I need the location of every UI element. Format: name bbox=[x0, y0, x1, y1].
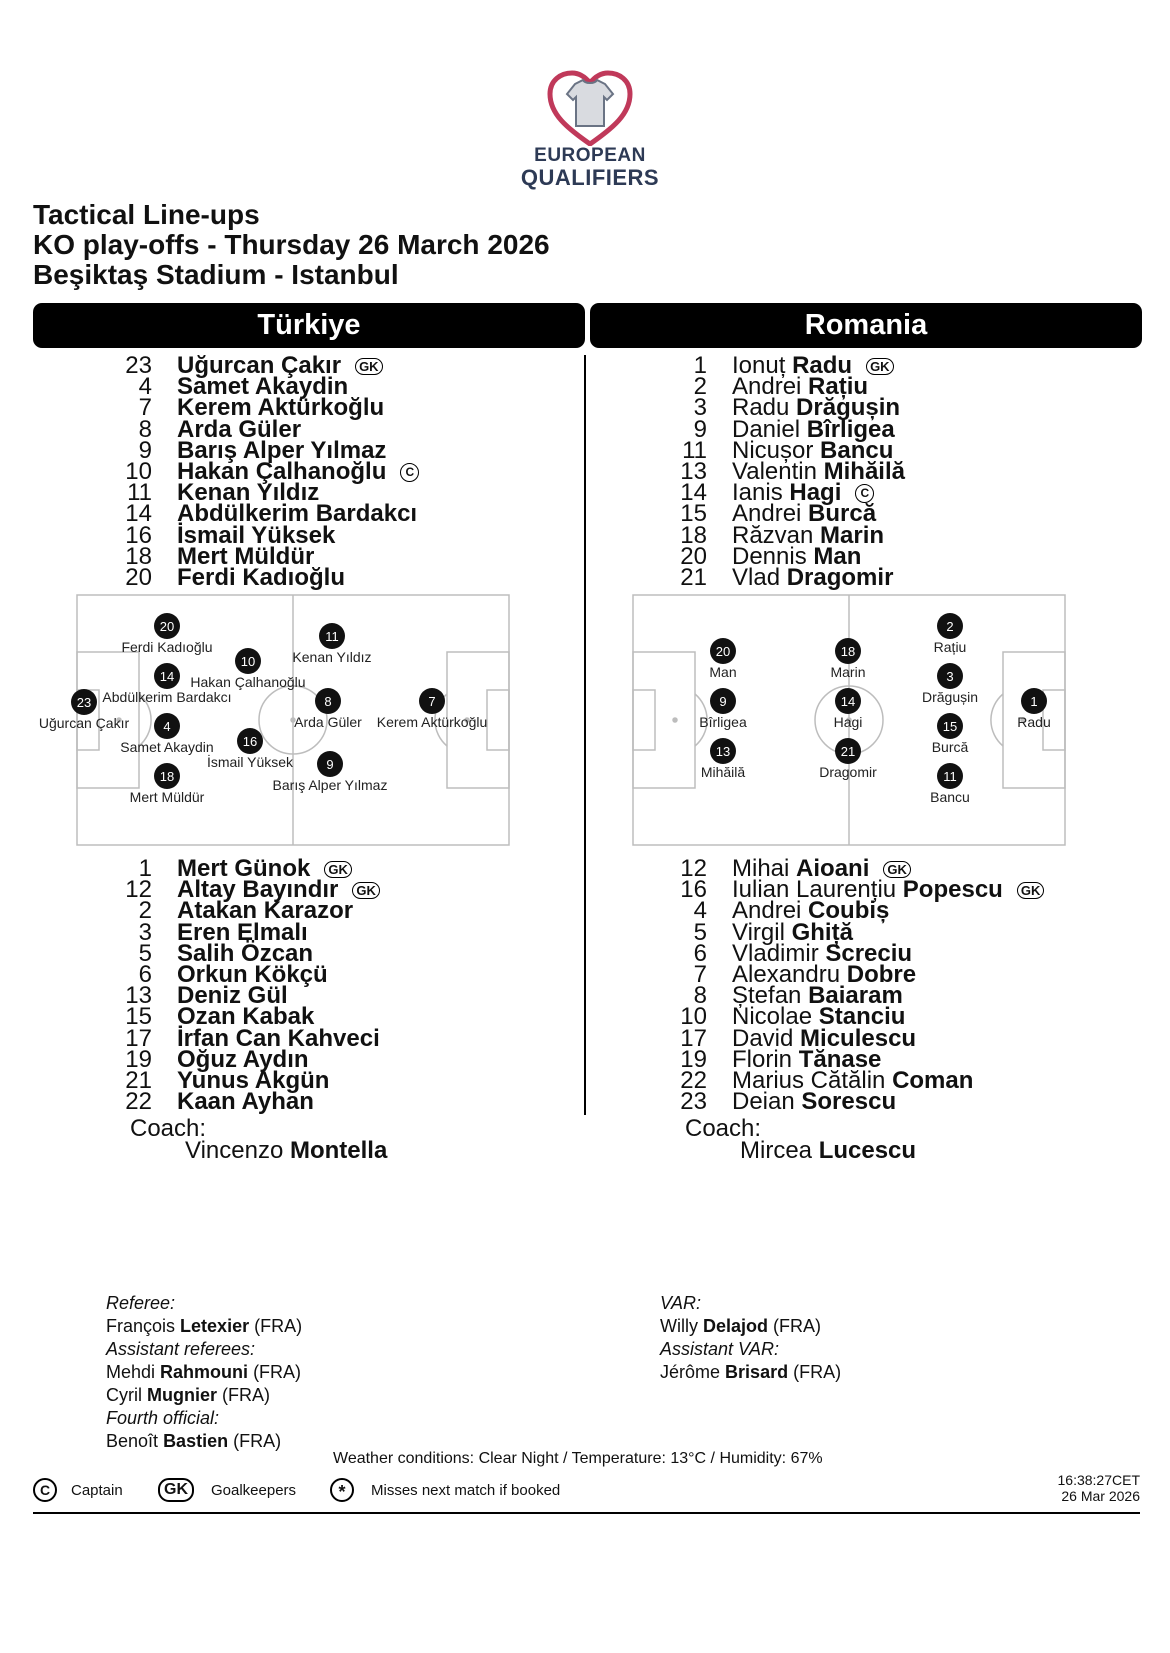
last-name: Mihăilă bbox=[823, 457, 905, 485]
marker-number: 18 bbox=[840, 644, 856, 659]
gk-legend-label: Goalkeepers bbox=[211, 1482, 297, 1499]
last-name: Atakan Karazor bbox=[177, 897, 354, 925]
first-name: Iulian Laurențiu bbox=[732, 876, 897, 904]
official-country: (FRA) bbox=[253, 1362, 302, 1382]
marker-number: 10 bbox=[240, 654, 256, 669]
official-first: Willy bbox=[660, 1316, 698, 1336]
first-name: Andrei bbox=[732, 897, 802, 925]
team-header-home: Türkiye bbox=[33, 303, 585, 348]
first-name: Radu bbox=[732, 394, 790, 422]
marker-label: Radu bbox=[1017, 714, 1051, 730]
formation-player bbox=[130, 763, 205, 805]
last-name: Ozan Kabak bbox=[177, 1003, 315, 1031]
shirt-number: 20 bbox=[680, 542, 707, 570]
shirt-number: 9 bbox=[138, 436, 152, 464]
last-name: Eren Elmalı bbox=[177, 918, 308, 946]
marker-number: 13 bbox=[715, 744, 731, 759]
last-name: Ghiță bbox=[791, 918, 853, 946]
marker-label: İsmail Yüksek bbox=[206, 754, 294, 770]
shirt-number: 7 bbox=[693, 960, 707, 988]
first-name: Vladimir bbox=[732, 939, 819, 967]
formation-player bbox=[930, 763, 970, 805]
venue: Beşiktaş Stadium - Istanbul bbox=[33, 259, 399, 290]
first-name: Deian bbox=[732, 1088, 795, 1116]
last-name: Drăgușin bbox=[796, 394, 901, 422]
official-role: Assistant referees: bbox=[106, 1339, 256, 1359]
marker-number: 7 bbox=[428, 694, 436, 709]
goalkeeper-icon: GK bbox=[866, 358, 894, 375]
first-name: Virgil bbox=[732, 918, 785, 946]
last-name: Yunus Akgün bbox=[177, 1066, 330, 1094]
shirt-number: 23 bbox=[125, 352, 152, 379]
team-header-away: Romania bbox=[590, 303, 1142, 348]
match-info: KO play-offs - Thursday 26 March 2026 bbox=[33, 229, 550, 260]
official-person bbox=[660, 1315, 841, 1338]
gk-legend-icon: GK bbox=[158, 1478, 194, 1502]
marker-number: 8 bbox=[324, 694, 332, 709]
first-name: Alexandru bbox=[732, 960, 841, 988]
last-name: Abdülkerim Bardakcı bbox=[177, 500, 418, 528]
shirt-number: 14 bbox=[680, 479, 707, 507]
last-name: Mert Müldür bbox=[177, 542, 315, 570]
last-name: Dobre bbox=[846, 960, 917, 988]
formation-player bbox=[377, 688, 488, 730]
shirt-number: 4 bbox=[693, 897, 707, 925]
shirt-number: 17 bbox=[680, 1024, 707, 1052]
shirt-number: 11 bbox=[127, 479, 152, 507]
last-name: İsmail Yüksek bbox=[177, 521, 336, 549]
shirt-heart-icon bbox=[547, 70, 633, 146]
marker-number: 18 bbox=[159, 769, 175, 784]
last-name: Screciu bbox=[825, 939, 913, 967]
first-name: Răzvan bbox=[732, 521, 814, 549]
last-name: Hakan Çalhanoğlu bbox=[177, 457, 387, 485]
european-qualifiers-logo bbox=[520, 70, 660, 189]
captain-icon: C bbox=[855, 484, 874, 503]
formation-player bbox=[120, 713, 213, 755]
formation-player bbox=[830, 638, 865, 680]
last-name: Coman bbox=[892, 1066, 974, 1094]
marker-label: Bîrligea bbox=[699, 714, 747, 730]
goalkeeper-icon: GK bbox=[883, 861, 911, 878]
home-formation-pitch bbox=[30, 590, 550, 855]
shirt-number: 8 bbox=[138, 415, 152, 443]
last-name: Hagi bbox=[789, 479, 842, 507]
bottom-rule bbox=[33, 1512, 1140, 1514]
formation-player bbox=[834, 688, 863, 730]
formation-player bbox=[121, 613, 212, 655]
last-name: Baiaram bbox=[808, 982, 903, 1010]
marker-number: 9 bbox=[326, 757, 334, 772]
shirt-number: 8 bbox=[693, 982, 707, 1010]
shirt-number: 11 bbox=[682, 436, 707, 464]
shirt-number: 12 bbox=[680, 855, 707, 882]
marker-label: Kenan Yıldız bbox=[292, 649, 372, 665]
first-name: Ștefan bbox=[732, 982, 802, 1010]
official-role: Fourth official: bbox=[106, 1408, 220, 1428]
first-name: Ianis bbox=[732, 479, 783, 507]
away-coach-label: Coach: bbox=[685, 1115, 762, 1142]
marker-label: Ferdi Kadıoğlu bbox=[121, 639, 213, 655]
marker-label: Bancu bbox=[930, 789, 970, 805]
official-last: Brisard bbox=[725, 1362, 789, 1382]
marker-label: Hagi bbox=[833, 714, 863, 730]
home-coach-last: Montella bbox=[289, 1137, 388, 1164]
goalkeeper-icon: GK bbox=[355, 358, 383, 375]
formation-player bbox=[207, 728, 294, 770]
marker-label: Abdülkerim Bardakcı bbox=[102, 689, 232, 705]
shirt-number: 1 bbox=[693, 352, 707, 379]
marker-label: Burcă bbox=[931, 739, 969, 755]
last-name: Popescu bbox=[902, 876, 1003, 904]
official-person bbox=[660, 1361, 841, 1384]
formation-player bbox=[699, 688, 747, 730]
first-name: Nicușor bbox=[732, 436, 814, 464]
marker-number: 14 bbox=[159, 669, 175, 684]
marker-number: 16 bbox=[242, 734, 258, 749]
last-name: Marin bbox=[820, 521, 885, 549]
shirt-number: 19 bbox=[680, 1045, 707, 1073]
last-name: Bancu bbox=[820, 436, 894, 464]
officials-left bbox=[106, 1292, 302, 1453]
marker-label: Uğurcan Çakır bbox=[38, 715, 130, 731]
official-last: Letexier bbox=[180, 1316, 250, 1336]
shirt-number: 15 bbox=[680, 500, 707, 528]
official-last: Delajod bbox=[703, 1316, 769, 1336]
formation-player bbox=[922, 663, 978, 705]
player-name bbox=[177, 563, 345, 591]
shirt-number: 2 bbox=[138, 897, 152, 925]
official-first: Mehdi bbox=[106, 1362, 156, 1382]
marker-label: Man bbox=[709, 664, 737, 680]
shirt-number: 22 bbox=[680, 1066, 707, 1094]
shirt-number: 17 bbox=[125, 1024, 152, 1052]
official-country: (FRA) bbox=[254, 1316, 303, 1336]
marker-label: Barış Alper Yılmaz bbox=[272, 777, 388, 793]
formation-player bbox=[1017, 688, 1050, 730]
home-coach-first: Vincenzo bbox=[185, 1137, 284, 1164]
official-country: (FRA) bbox=[222, 1385, 271, 1405]
marker-number: 21 bbox=[840, 744, 856, 759]
official-role: Referee: bbox=[106, 1293, 176, 1313]
shirt-number: 7 bbox=[138, 394, 152, 422]
official-first: François bbox=[106, 1316, 176, 1336]
marker-label: Mihăilă bbox=[700, 764, 746, 780]
shirt-number: 6 bbox=[138, 960, 152, 988]
last-name: Coubiș bbox=[808, 897, 890, 925]
shirt-number: 16 bbox=[680, 876, 707, 904]
shirt-number: 3 bbox=[693, 394, 707, 422]
formation-player bbox=[819, 738, 877, 780]
last-name: Kerem Aktürkoğlu bbox=[177, 394, 385, 422]
shirt-number: 1 bbox=[138, 855, 152, 882]
shirt-number: 19 bbox=[125, 1045, 152, 1073]
shirt-number: 13 bbox=[680, 457, 707, 485]
marker-label: Samet Akaydin bbox=[120, 739, 214, 755]
first-name: Valentin bbox=[732, 457, 817, 485]
column-divider bbox=[584, 355, 586, 1115]
last-name: Aioani bbox=[796, 855, 870, 882]
official-first: Benoît bbox=[106, 1431, 159, 1451]
first-name: Dennis bbox=[732, 542, 807, 570]
formation-player bbox=[701, 738, 746, 780]
booked-legend-label: Misses next match if booked bbox=[371, 1482, 561, 1499]
captain-legend-label: Captain bbox=[71, 1482, 123, 1499]
last-name: Kenan Yıldız bbox=[177, 479, 320, 507]
shirt-number: 21 bbox=[125, 1066, 152, 1094]
last-name: Man bbox=[813, 542, 862, 570]
last-name: Uğurcan Çakır bbox=[177, 352, 342, 379]
last-name: Mert Günok bbox=[177, 855, 311, 882]
shirt-number: 4 bbox=[138, 373, 152, 401]
first-name: Daniel bbox=[732, 415, 801, 443]
last-name: Deniz Gül bbox=[177, 982, 288, 1010]
marker-number: 20 bbox=[715, 644, 731, 659]
marker-label: Arda Güler bbox=[294, 714, 362, 730]
formation-player bbox=[292, 623, 371, 665]
marker-label: Mert Müldür bbox=[129, 789, 205, 805]
shirt-number: 6 bbox=[693, 939, 707, 967]
last-name: Orkun Kökçü bbox=[177, 960, 328, 988]
last-name: Altay Bayındır bbox=[177, 876, 339, 904]
last-name: Radu bbox=[792, 352, 853, 379]
first-name: Mihai bbox=[732, 855, 790, 882]
last-name: Kaan Ayhan bbox=[177, 1088, 314, 1116]
official-person bbox=[106, 1361, 302, 1384]
shirt-number: 18 bbox=[680, 521, 707, 549]
first-name: Andrei bbox=[732, 500, 802, 528]
formation-player bbox=[932, 713, 969, 755]
last-name: Sorescu bbox=[801, 1088, 897, 1116]
player-name bbox=[732, 563, 894, 591]
goalkeeper-icon: GK bbox=[324, 861, 352, 878]
marker-number: 1 bbox=[1030, 694, 1038, 709]
home-coach-label: Coach: bbox=[130, 1115, 207, 1142]
marker-label: Drăgușin bbox=[921, 689, 979, 705]
marker-number: 23 bbox=[76, 695, 92, 710]
timestamp bbox=[1058, 1472, 1141, 1504]
shirt-number: 18 bbox=[125, 542, 152, 570]
shirt-number: 23 bbox=[680, 1088, 707, 1116]
timestamp-time: 16:38:27CET bbox=[1057, 1472, 1140, 1488]
document-heading bbox=[33, 200, 550, 290]
marker-number: 3 bbox=[946, 669, 954, 684]
last-name: Bîrligea bbox=[806, 415, 895, 443]
official-country: (FRA) bbox=[233, 1431, 282, 1451]
marker-number: 11 bbox=[943, 769, 957, 784]
first-name: Andrei bbox=[732, 373, 802, 401]
shirt-number: 3 bbox=[138, 918, 152, 946]
logo-line-european: EUROPEAN bbox=[534, 145, 646, 166]
marker-label: Dragomir bbox=[819, 764, 877, 780]
shirt-number: 5 bbox=[693, 918, 707, 946]
goalkeeper-icon: GK bbox=[352, 882, 380, 899]
marker-label: Hakan Çalhanoğlu bbox=[190, 674, 306, 690]
marker-number: 2 bbox=[946, 619, 954, 634]
goalkeeper-icon: GK bbox=[1017, 882, 1045, 899]
marker-number: 15 bbox=[942, 719, 958, 734]
official-person bbox=[106, 1430, 302, 1453]
weather-conditions: Weather conditions: Clear Night / Temperature: 13°C / Humidity: 67% bbox=[333, 1450, 823, 1467]
last-name: Burcă bbox=[808, 500, 877, 528]
away-coach-last: Lucescu bbox=[818, 1137, 917, 1164]
shirt-number: 15 bbox=[125, 1003, 152, 1031]
official-last: Mugnier bbox=[147, 1385, 218, 1405]
official-person bbox=[106, 1315, 302, 1338]
last-name: Rațiu bbox=[808, 373, 869, 401]
last-name: Arda Güler bbox=[177, 415, 302, 443]
document-title: Tactical Line-ups bbox=[33, 199, 260, 230]
logo-line-qualifiers: QUALIFIERS bbox=[520, 165, 660, 190]
formation-player bbox=[934, 613, 967, 655]
first-name: Ionuț bbox=[732, 352, 786, 379]
last-name: Dragomir bbox=[786, 563, 894, 591]
official-first: Cyril bbox=[106, 1385, 142, 1405]
official-first: Jérôme bbox=[660, 1362, 721, 1382]
shirt-number: 22 bbox=[125, 1088, 152, 1116]
marker-number: 11 bbox=[325, 629, 339, 644]
official-country: (FRA) bbox=[793, 1362, 842, 1382]
marker-number: 14 bbox=[840, 694, 856, 709]
formation-player bbox=[709, 638, 736, 680]
last-name: Miculescu bbox=[800, 1024, 917, 1052]
player-name bbox=[177, 1088, 314, 1116]
last-name: Tănase bbox=[798, 1045, 882, 1073]
first-name: Nicolae bbox=[732, 1003, 813, 1031]
marker-number: 4 bbox=[163, 719, 171, 734]
last-name: Stanciu bbox=[818, 1003, 906, 1031]
official-role: Assistant VAR: bbox=[660, 1339, 780, 1359]
official-person bbox=[106, 1384, 302, 1407]
timestamp-date: 26 Mar 2026 bbox=[1061, 1488, 1140, 1504]
shirt-number: 16 bbox=[125, 521, 152, 549]
shirt-number: 5 bbox=[138, 939, 152, 967]
shirt-number: 9 bbox=[693, 415, 707, 443]
shirt-number: 20 bbox=[125, 563, 152, 591]
officials-right bbox=[660, 1292, 841, 1384]
last-name: Samet Akaydin bbox=[177, 373, 349, 401]
first-name: David bbox=[732, 1024, 794, 1052]
first-name: Marius Cătălin bbox=[732, 1066, 886, 1094]
away-formation-pitch bbox=[630, 590, 1070, 855]
marker-number: 9 bbox=[719, 694, 727, 709]
last-name: İrfan Can Kahveci bbox=[177, 1024, 380, 1052]
captain-legend-icon: C bbox=[33, 1478, 57, 1502]
last-name: Barış Alper Yılmaz bbox=[177, 436, 387, 464]
marker-label: Kerem Aktürkoğlu bbox=[376, 714, 488, 730]
marker-label: Marin bbox=[830, 664, 866, 680]
marker-label: Rațiu bbox=[933, 639, 967, 655]
last-name: Oğuz Aydın bbox=[177, 1045, 309, 1073]
shirt-number: 12 bbox=[125, 876, 152, 904]
shirt-number: 2 bbox=[693, 373, 707, 401]
official-last: Bastien bbox=[163, 1431, 229, 1451]
official-last: Rahmouni bbox=[160, 1362, 249, 1382]
official-country: (FRA) bbox=[773, 1316, 822, 1336]
official-role: VAR: bbox=[660, 1293, 702, 1313]
booked-legend-icon: * bbox=[330, 1478, 354, 1502]
shirt-number: 13 bbox=[125, 982, 152, 1010]
player-name bbox=[732, 1088, 897, 1116]
formation-player bbox=[294, 688, 362, 730]
last-name: Ferdi Kadıoğlu bbox=[177, 563, 345, 591]
shirt-number: 14 bbox=[125, 500, 152, 528]
marker-number: 20 bbox=[159, 619, 175, 634]
first-name: Vlad bbox=[732, 563, 781, 591]
shirt-number: 21 bbox=[680, 563, 707, 591]
shirt-number: 10 bbox=[680, 1003, 707, 1031]
away-coach bbox=[685, 1115, 917, 1164]
shirt-number: 10 bbox=[125, 457, 152, 485]
home-coach bbox=[130, 1115, 388, 1164]
away-coach-first: Mircea bbox=[740, 1137, 813, 1164]
first-name: Florin bbox=[732, 1045, 793, 1073]
last-name: Salih Özcan bbox=[177, 939, 314, 967]
captain-icon: C bbox=[400, 463, 419, 482]
